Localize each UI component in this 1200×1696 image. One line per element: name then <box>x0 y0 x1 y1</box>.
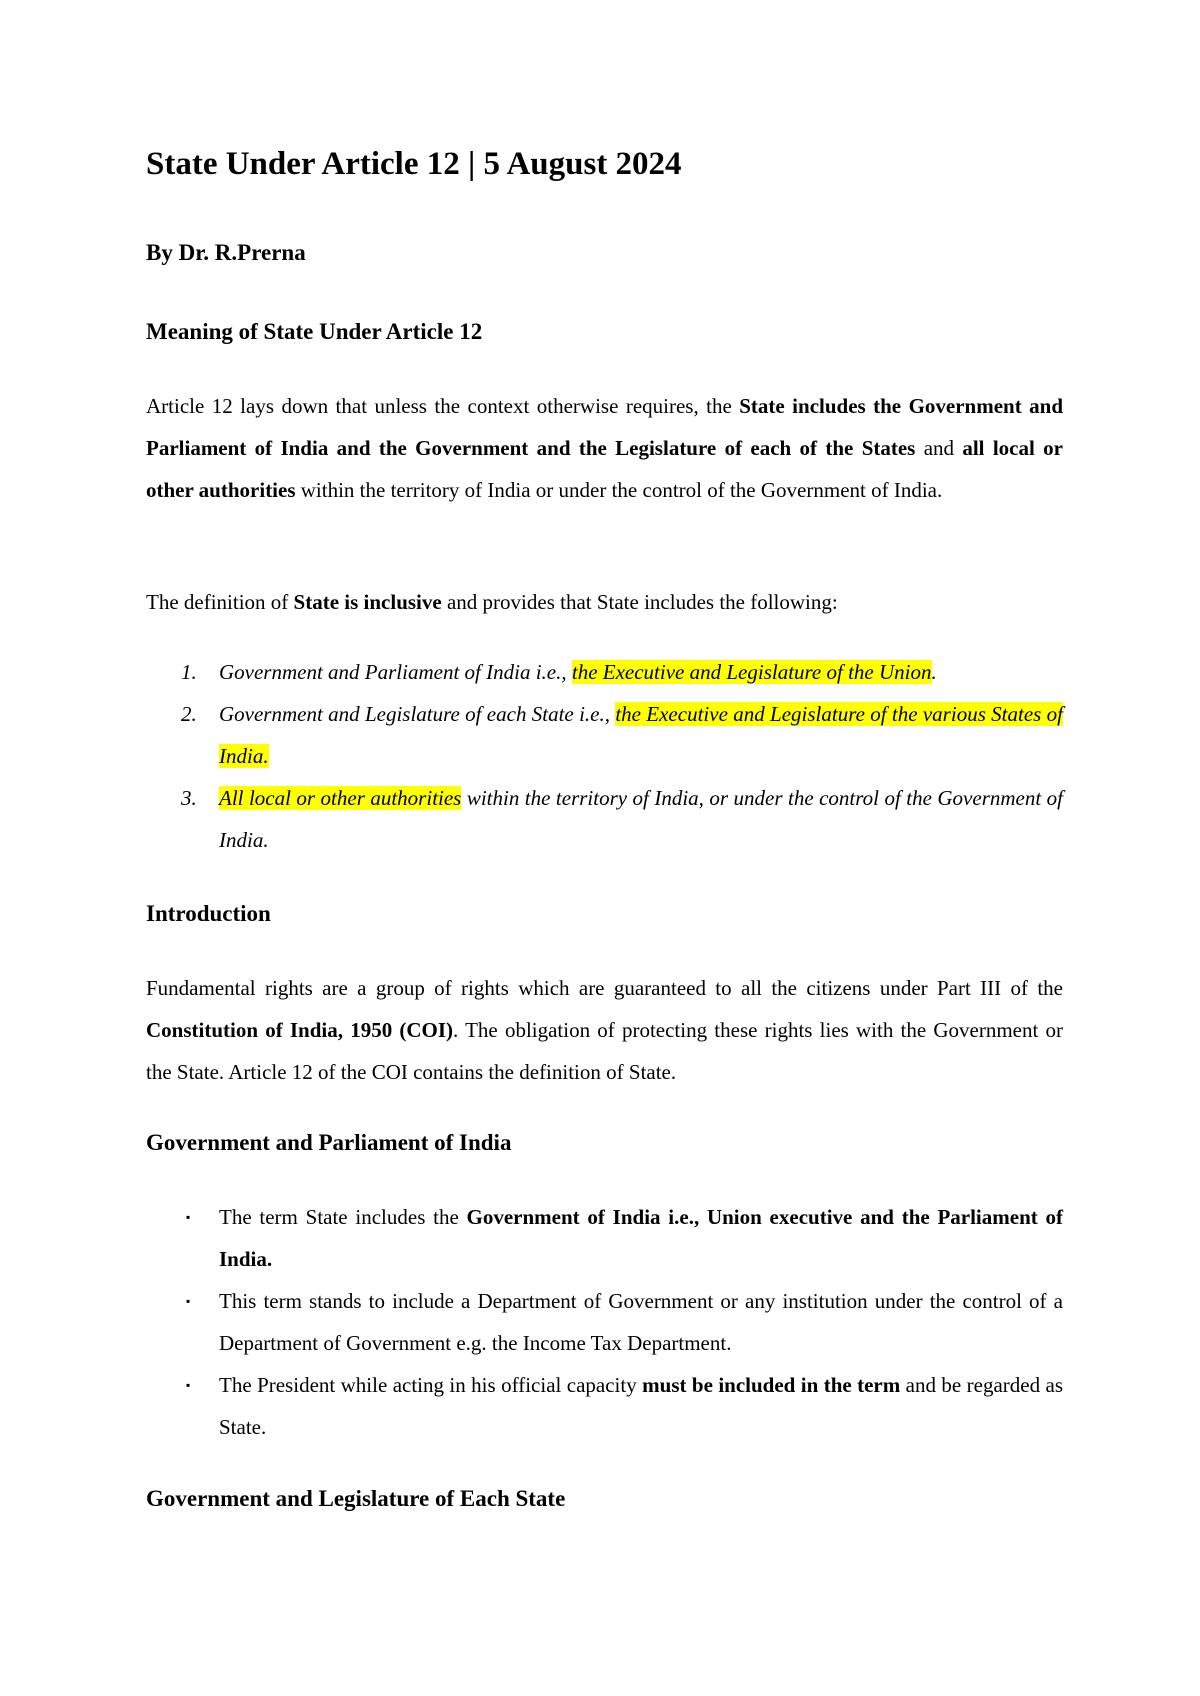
list-item: 2. Government and Legislature of each State i.e., the Executive and Legislature of the various States of India. <box>146 693 1063 777</box>
highlighted-text: All local or other authorities <box>219 786 462 810</box>
list-number: 2. <box>181 702 197 726</box>
list-number: 1. <box>181 660 197 684</box>
paragraph-inclusive-definition: The definition of State is inclusive and provides that State includes the following: <box>146 590 838 614</box>
heading-government-legislature-each-state: Government and Legislature of Each State <box>146 1486 566 1511</box>
list-item: ▪ This term stands to include a Department of Government or any institution under the control of a Department of Government e.g. the Income Tax Department. <box>146 1280 1063 1364</box>
square-bullet-icon: ▪ <box>186 1378 191 1392</box>
square-bullet-icon: ▪ <box>186 1210 191 1224</box>
highlighted-text: the Executive and Legislature of the Union <box>571 660 932 684</box>
heading-introduction: Introduction <box>146 901 271 926</box>
list-number: 3. <box>181 786 197 810</box>
bold-state-includes: State includes the Government and Parliament of India and the Government and the Legislature of each of the States <box>146 394 1063 460</box>
author-byline: By Dr. R.Prerna <box>146 240 306 265</box>
list-item: ▪ The President while acting in his official capacity must be included in the term and be regarded as State. <box>146 1364 1063 1448</box>
bullet-list-union <box>146 1196 1063 1448</box>
bold-local-authorities: all local or other authorities <box>146 436 1063 502</box>
heading-government-parliament-india: Government and Parliament of India <box>146 1130 512 1155</box>
list-item: ▪ The term State includes the Government of India i.e., Union executive and the Parliament of India. <box>146 1196 1063 1280</box>
square-bullet-icon: ▪ <box>186 1294 191 1308</box>
paragraph-article-12-definition: Article 12 lays down that unless the context otherwise requires, the State includes the Government and Parliament of India and the Government and the Legislature of each of the States and all local or other authorities within the territory of India or under the control of the Government of India. <box>146 394 1063 502</box>
paragraph-introduction: Fundamental rights are a group of rights which are guaranteed to all the citizens under Part III of the Constitution of India, 1950 (COI). The obligation of protecting these rights lies with the Government or the State. Article 12 of the COI contains the definition of State. <box>146 976 1064 1084</box>
highlighted-text: the Executive and Legislature of the various States of India. <box>219 702 1064 768</box>
numbered-list-state-includes <box>146 651 1063 861</box>
list-item: 3. All local or other authorities within the territory of India, or under the control of the Government of India. <box>146 777 1063 861</box>
bold-state-is-inclusive: State is inclusive <box>293 590 442 614</box>
list-item: 1. Government and Parliament of India i.e., the Executive and Legislature of the Union. <box>146 651 1063 693</box>
heading-meaning-of-state: Meaning of State Under Article 12 <box>146 319 483 344</box>
document-title: State Under Article 12 | 5 August 2024 <box>146 146 682 182</box>
bold-constitution-of-india: Constitution of India, 1950 (COI) <box>146 1018 454 1042</box>
